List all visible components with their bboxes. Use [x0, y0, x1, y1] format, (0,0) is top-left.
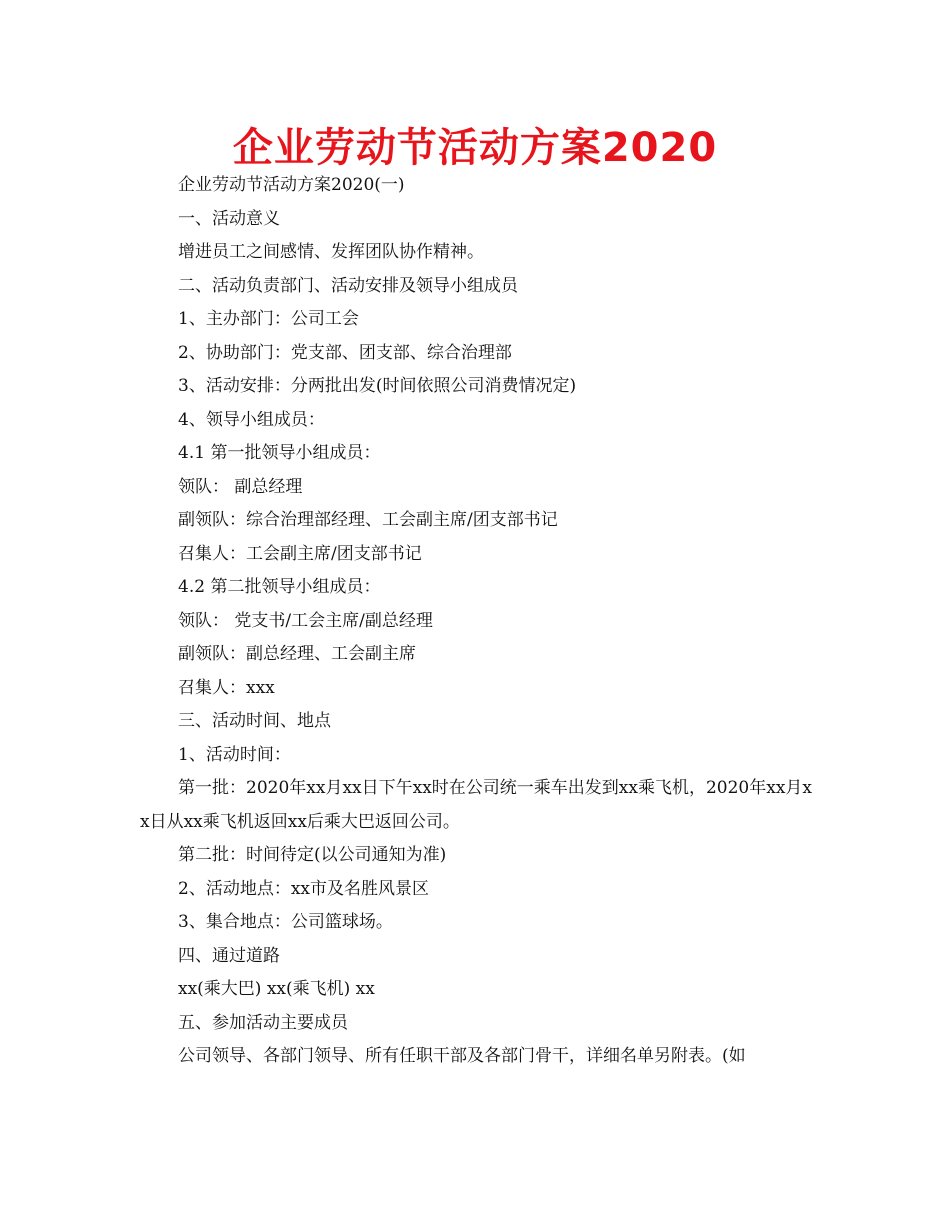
document-title: 企业劳动节活动方案2020	[232, 125, 718, 171]
paragraph: 4.1 第一批领导小组成员：	[178, 443, 381, 463]
paragraph: 2、活动地点：xx市及名胜风景区	[178, 878, 429, 899]
paragraph: 第一批：2020年xx月xx日下午xx时在公司统一乘车出发到xx乘飞机，2020年xx月xx日从xx乘飞机返回xx后乘大巴返回公司。	[140, 778, 812, 832]
paragraph: 3、活动安排：分两批出发(时间依照公司消费情况定)	[178, 376, 577, 396]
paragraph: 召集人：工会副主席/团支部书记	[178, 543, 422, 564]
paragraph: 公司领导、各部门领导、所有任职干部及各部门骨干，详细名单另附表。(如	[178, 1046, 746, 1066]
section-heading-significance: 一、活动意义	[178, 208, 280, 229]
section-heading-route: 四、通过道路	[178, 945, 280, 966]
section-heading-departments: 二、活动负责部门、活动安排及领导小组成员	[178, 275, 518, 296]
paragraph-subtitle: 企业劳动节活动方案2020(一)	[178, 175, 405, 195]
paragraph: 增进员工之间感情、发挥团队协作精神。	[178, 242, 484, 262]
section-heading-time-place: 三、活动时间、地点	[178, 711, 331, 731]
paragraph: 领队： 党支书/工会主席/副总经理	[178, 610, 433, 631]
paragraph: 副领队：副总经理、工会副主席	[178, 644, 416, 664]
paragraph: 3、集合地点：公司篮球场。	[178, 912, 393, 932]
paragraph: 2、协助部门：党支部、团支部、综合治理部	[178, 342, 512, 363]
paragraph: 4.2 第二批领导小组成员：	[178, 577, 381, 597]
paragraph: 4、领导小组成员：	[178, 409, 325, 430]
paragraph: 召集人：xxx	[178, 677, 275, 698]
document-body	[140, 169, 812, 1074]
paragraph: 1、活动时间：	[178, 744, 291, 765]
paragraph: 1、主办部门：公司工会	[178, 309, 359, 329]
paragraph: 副领队：综合治理部经理、工会副主席/团支部书记	[178, 510, 558, 530]
section-heading-members: 五、参加活动主要成员	[178, 1012, 348, 1033]
paragraph: 第二批：时间待定(以公司通知为准)	[178, 845, 447, 865]
paragraph: xx(乘大巴) xx(乘飞机) xx	[178, 979, 375, 999]
paragraph: 领队： 副总经理	[178, 476, 303, 497]
